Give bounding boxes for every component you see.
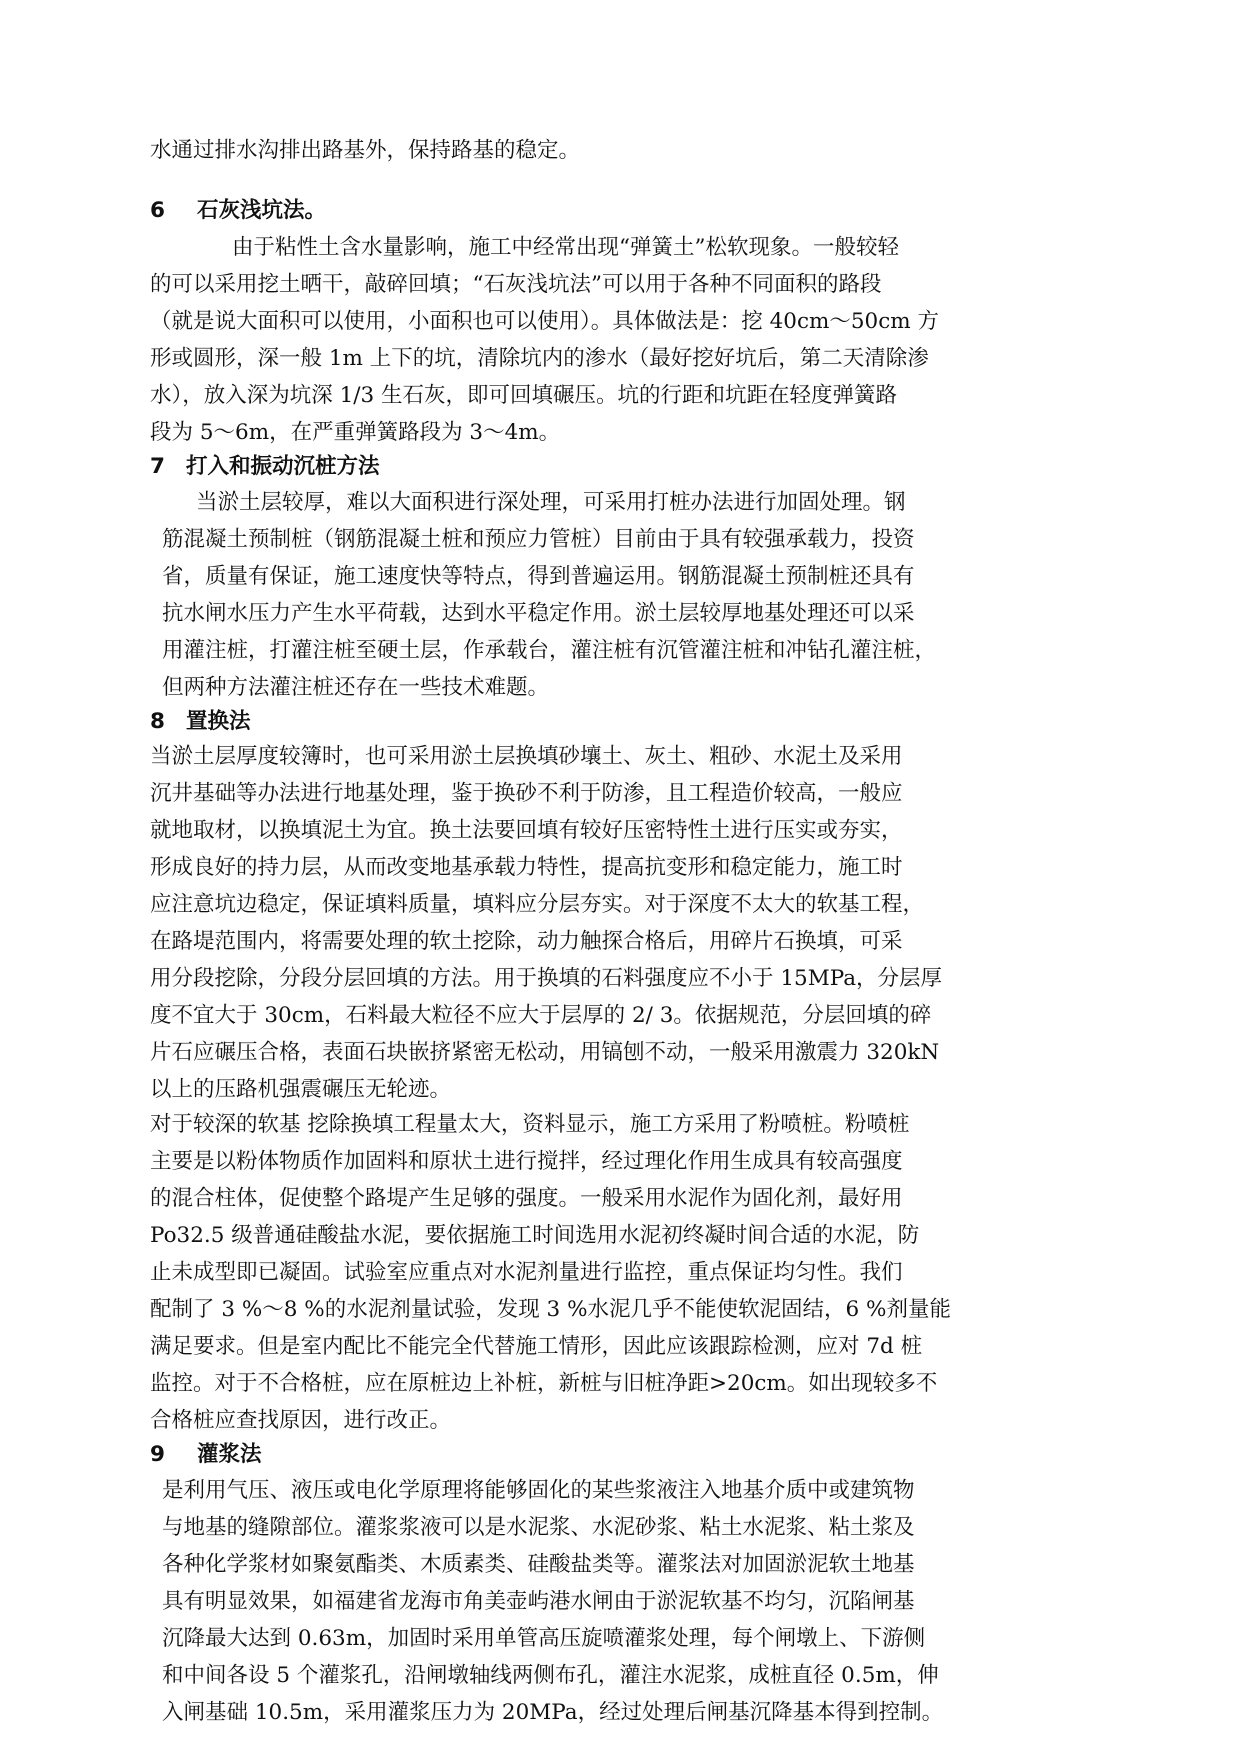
body-line: 形成良好的持力层，从而改变地基承载力特性，提高抗变形和稳定能力，施工时 <box>150 855 903 880</box>
body-line: 省，质量有保证，施工速度快等特点，得到普遍运用。钢筋混凝土预制桩还具有 <box>162 564 915 589</box>
body-line: 满足要求。但是室内配比不能完全代替施工情形，因此应该跟踪检测，应对 7d 桩 <box>150 1334 923 1359</box>
body-line: 当淤土层较厚，难以大面积进行深处理，可采用打桩办法进行加固处理。钢 <box>196 490 906 515</box>
body-line: 是利用气压、液压或电化学原理将能够固化的某些浆液注入地基介质中或建筑物 <box>162 1478 915 1503</box>
body-line: 片石应碾压合格，表面石块嵌挤紧密无松动，用镐刨不动，一般采用激震力 320kN <box>150 1040 940 1065</box>
section-number: 7 <box>150 454 165 479</box>
body-line: 对于较深的软基 挖除换填工程量太大，资料显示，施工方采用了粉喷桩。粉喷桩 <box>150 1112 910 1137</box>
body-line: 与地基的缝隙部位。灌浆浆液可以是水泥浆、水泥砂浆、粘土水泥浆、粘土浆及 <box>162 1515 915 1540</box>
body-line: 止未成型即已凝固。试验室应重点对水泥剂量进行监控，重点保证均匀性。我们 <box>150 1260 903 1285</box>
section-heading <box>150 200 326 222</box>
body-line: Po32.5 级普通硅酸盐水泥，要依据施工时间选用水泥初终凝时间合适的水泥，防 <box>150 1223 920 1248</box>
section-number: 9 <box>150 1442 165 1467</box>
body-line: 但两种方法灌注桩还存在一些技术难题。 <box>162 675 550 700</box>
body-line: 的混合柱体，促使整个路堤产生足够的强度。一般采用水泥作为固化剂，最好用 <box>150 1186 903 1211</box>
body-line: 沉降最大达到 0.63m，加固时采用单管高压旋喷灌浆处理，每个闸墩上、下游侧 <box>162 1626 926 1651</box>
section-title: 石灰浅坑法。 <box>197 198 327 223</box>
body-line: 以上的压路机强震碾压无轮迹。 <box>150 1077 452 1102</box>
body-line: 水），放入深为坑深 1/3 生石灰，即可回填碾压。坑的行距和坑距在轻度弹簧路 <box>150 383 898 408</box>
body-line: 沉井基础等办法进行地基处理，鉴于换砂不利于防渗，且工程造价较高，一般应 <box>150 781 903 806</box>
body-line: 用灌注桩，打灌注桩至硬土层，作承载台，灌注桩有沉管灌注桩和冲钻孔灌注桩， <box>162 638 937 663</box>
section-number: 8 <box>150 709 165 734</box>
section-heading <box>150 1444 262 1466</box>
section-title: 置换法 <box>186 709 251 734</box>
body-line: 就地取材，以换填泥土为宜。换土法要回填有较好压密特性土进行压实或夯实， <box>150 818 903 843</box>
body-line: 抗水闸水压力产生水平荷载，达到水平稳定作用。淤土层较厚地基处理还可以采 <box>162 601 915 626</box>
section-title: 灌浆法 <box>197 1442 262 1467</box>
body-line: 用分段挖除，分段分层回填的方法。用于换填的石料强度应不小于 15MPa，分层厚 <box>150 966 943 991</box>
body-line: 应注意坑边稳定，保证填料质量，填料应分层夯实。对于深度不太大的软基工程， <box>150 892 925 917</box>
body-line: 配制了 3 %～8 %的水泥剂量试验，发现 3 %水泥几乎不能使软泥固结，6 %剂量能 <box>150 1297 951 1322</box>
body-line: 筋混凝土预制桩（钢筋混凝土桩和预应力管桩）目前由于具有较强承载力，投资 <box>162 527 915 552</box>
body-line: 段为 5～6m，在严重弹簧路段为 3～4m。 <box>150 420 561 445</box>
section-heading <box>150 456 380 478</box>
section-heading <box>150 711 251 733</box>
body-line: 和中间各设 5 个灌浆孔，沿闸墩轴线两侧布孔，灌注水泥浆，成桩直径 0.5m，伸 <box>162 1663 939 1688</box>
body-line: 主要是以粉体物质作加固料和原状土进行搅拌，经过理化作用生成具有较高强度 <box>150 1149 903 1174</box>
body-line: 具有明显效果，如福建省龙海市角美壶屿港水闸由于淤泥软基不均匀，沉陷闸基 <box>162 1589 915 1614</box>
body-line: （就是说大面积可以使用，小面积也可以使用）。具体做法是：挖 40cm～50cm 方 <box>150 309 939 334</box>
section-number: 6 <box>150 198 165 223</box>
body-line: 监控。对于不合格桩，应在原桩边上补桩，新桩与旧桩净距>20cm。如出现较多不 <box>150 1371 938 1396</box>
body-line: 当淤土层厚度较簿时，也可采用淤土层换填砂壤土、灰土、粗砂、水泥土及采用 <box>150 744 903 769</box>
body-line: 在路堤范围内，将需要处理的软土挖除，动力触探合格后，用碎片石换填，可采 <box>150 929 903 954</box>
body-line: 形或圆形，深一般 1m 上下的坑，清除坑内的渗水（最好挖好坑后，第二天清除渗 <box>150 346 929 371</box>
body-line: 合格桩应查找原因，进行改正。 <box>150 1408 452 1433</box>
body-line: 度不宜大于 30cm，石料最大粒径不应大于层厚的 2/ 3。依据规范，分层回填的碎 <box>150 1003 932 1028</box>
body-line: 由于粘性土含水量影响，施工中经常出现“弹簧土”松软现象。一般较轻 <box>232 235 899 260</box>
body-line: 入闸基础 10.5m，采用灌浆压力为 20MPa，经过处理后闸基沉降基本得到控制。 <box>162 1700 944 1725</box>
body-line: 水通过排水沟排出路基外，保持路基的稳定。 <box>150 138 581 163</box>
body-line: 各种化学浆材如聚氨酯类、木质素类、硅酸盐类等。灌浆法对加固淤泥软土地基 <box>162 1552 915 1577</box>
section-title: 打入和振动沉桩方法 <box>186 454 380 479</box>
body-line: 的可以采用挖土晒干，敲碎回填；“石灰浅坑法”可以用于各种不同面积的路段 <box>150 272 882 297</box>
